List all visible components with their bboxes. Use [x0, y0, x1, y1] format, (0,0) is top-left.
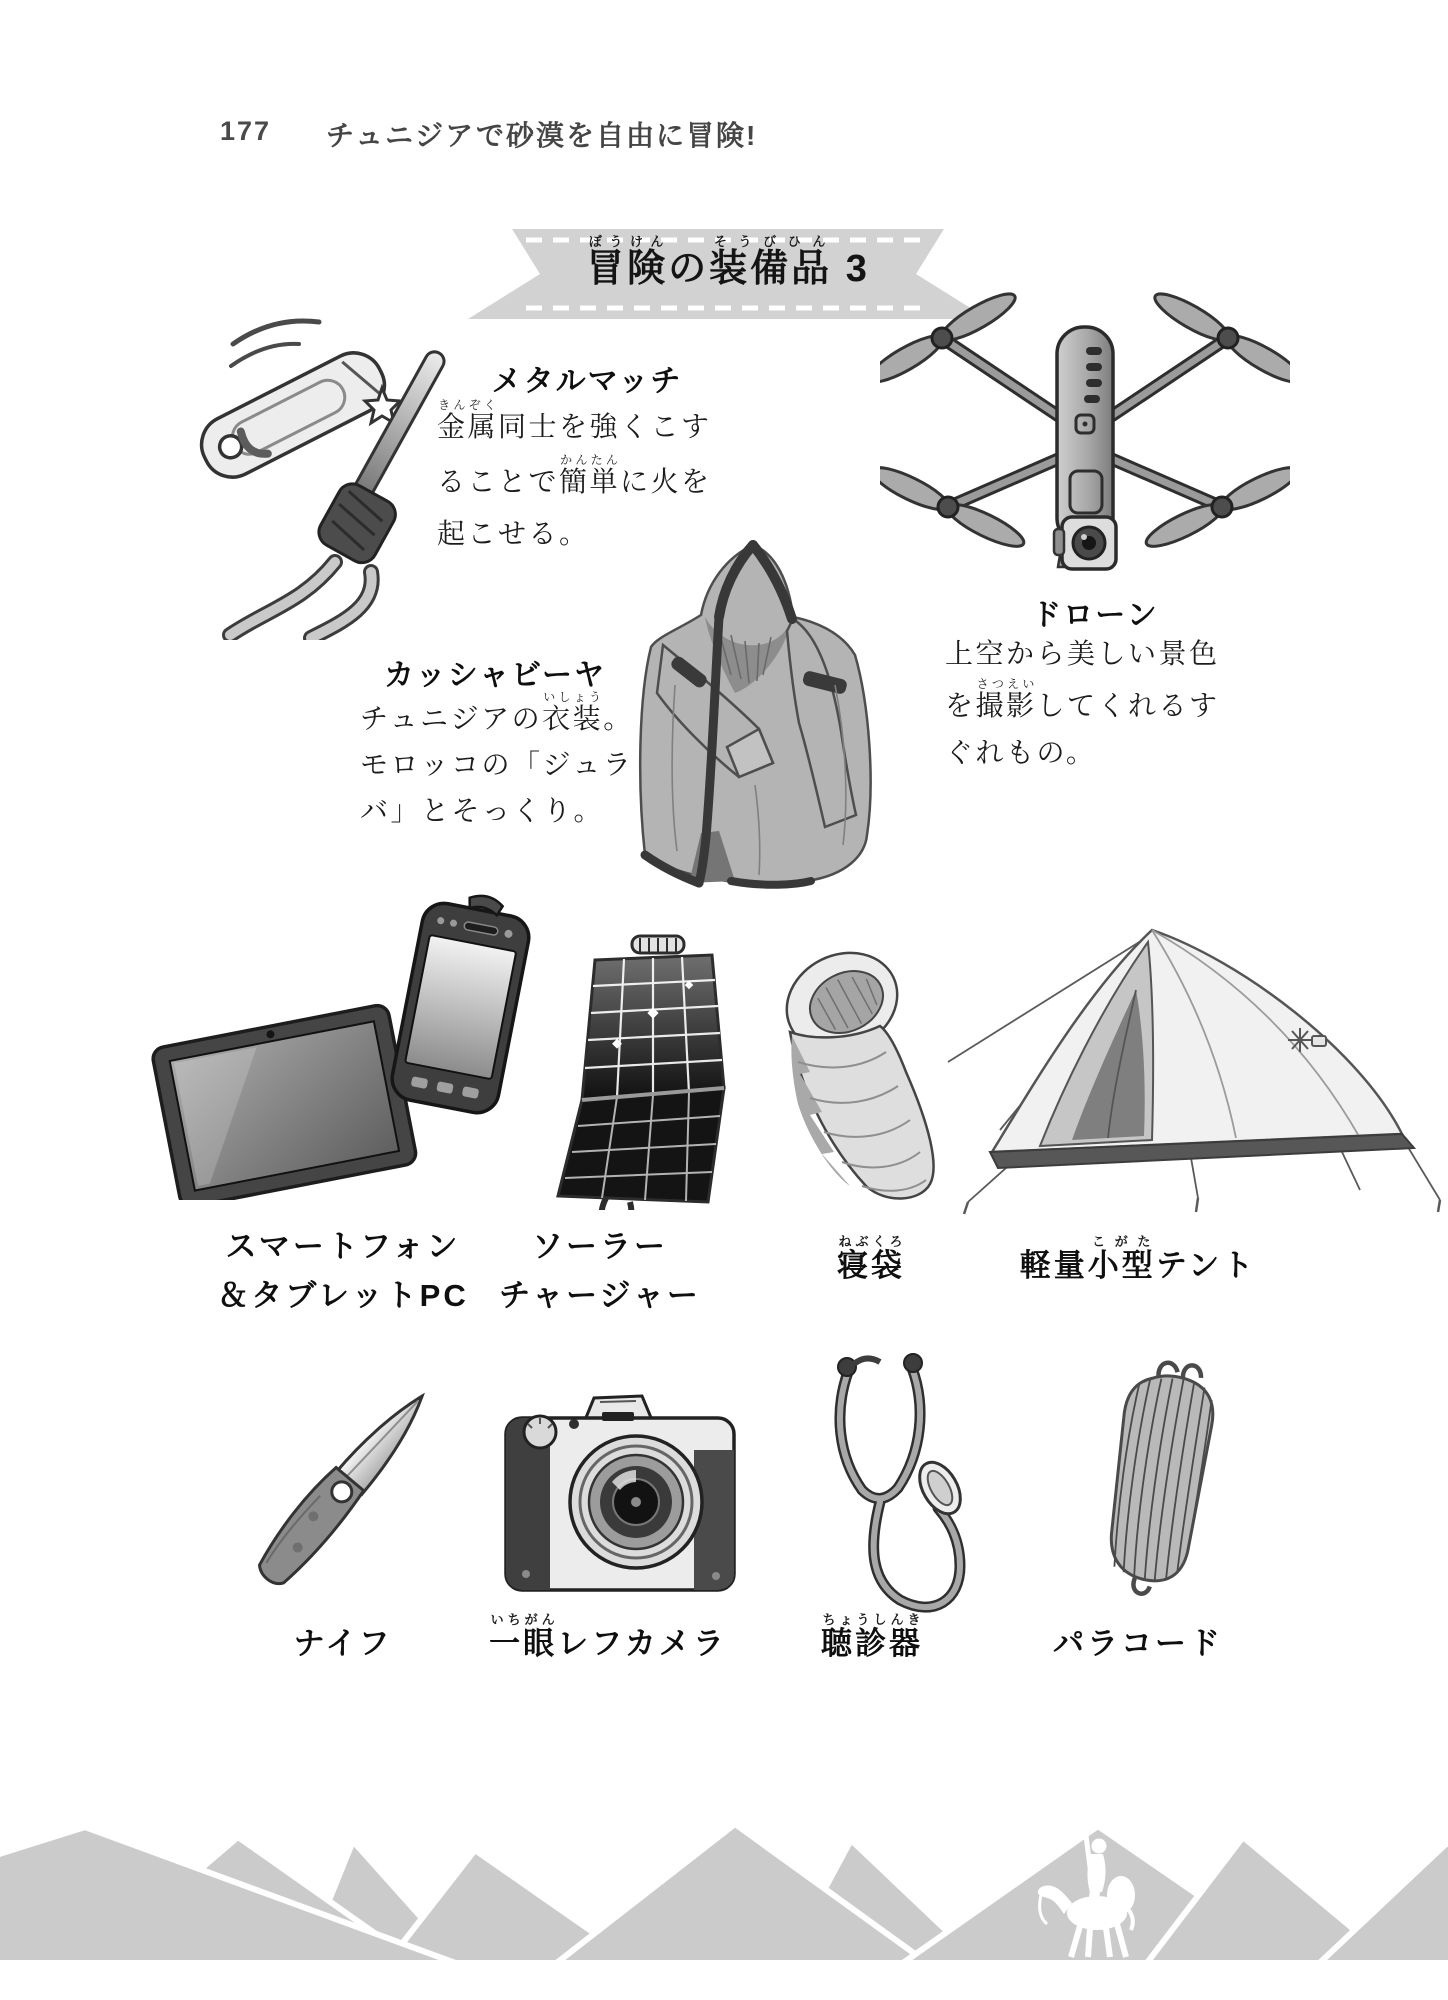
slr-camera-label: 一眼いちがんレフカメラ: [489, 1612, 727, 1661]
paracord-label: パラコード: [1053, 1626, 1223, 1661]
page-number: 177: [220, 116, 272, 146]
drone-illustration: [880, 285, 1290, 575]
kashabiya-title: カッシャビーヤ: [384, 659, 606, 692]
stethoscope-label: 聴診器ちょうしんき: [821, 1612, 923, 1661]
drone-description: 上空から美しい景色 を撮影さつえいしてくれるす ぐれもの。: [945, 638, 1220, 768]
paracord-illustration: [1055, 1355, 1270, 1600]
kashabiya-description: チュニジアの衣装いしょう。 モロッコの「ジュラ バ」とそっくり。: [360, 690, 634, 826]
solar-charger-illustration: [540, 930, 770, 1210]
section-title: 冒険ぼうけんの装備品そうびひん 3: [586, 234, 870, 290]
drone-title: ドローン: [1031, 599, 1159, 632]
solar-charger-label: ソーラー チャージャー: [499, 1229, 701, 1313]
light-tent-label: 軽量小型こがたテント: [1019, 1234, 1257, 1283]
knife-illustration: [235, 1360, 445, 1615]
smartphone-tablet-label: スマートフォン ＆タブレットPC: [217, 1229, 469, 1313]
knife-label: ナイフ: [293, 1626, 393, 1661]
kashabiya-robe-illustration: [635, 535, 885, 895]
metal-match-description: 金属きんぞく同士を強くこす ることで簡単かんたんに火を 起こせる。: [437, 398, 712, 549]
stethoscope-illustration: [800, 1350, 1030, 1620]
sleeping-bag-label: 寝袋ねぶくろ: [837, 1234, 905, 1283]
slr-camera-illustration: [490, 1390, 750, 1605]
metal-match-illustration: [175, 310, 465, 640]
mountain-footer-graphic: [0, 1800, 1448, 1960]
tent-illustration: [940, 900, 1448, 1220]
metal-match-title: メタルマッチ: [491, 365, 683, 398]
page-header-title: チュニジアで砂漠を自由に冒険!: [326, 120, 758, 151]
smartphone-tablet-illustration: [150, 890, 540, 1200]
